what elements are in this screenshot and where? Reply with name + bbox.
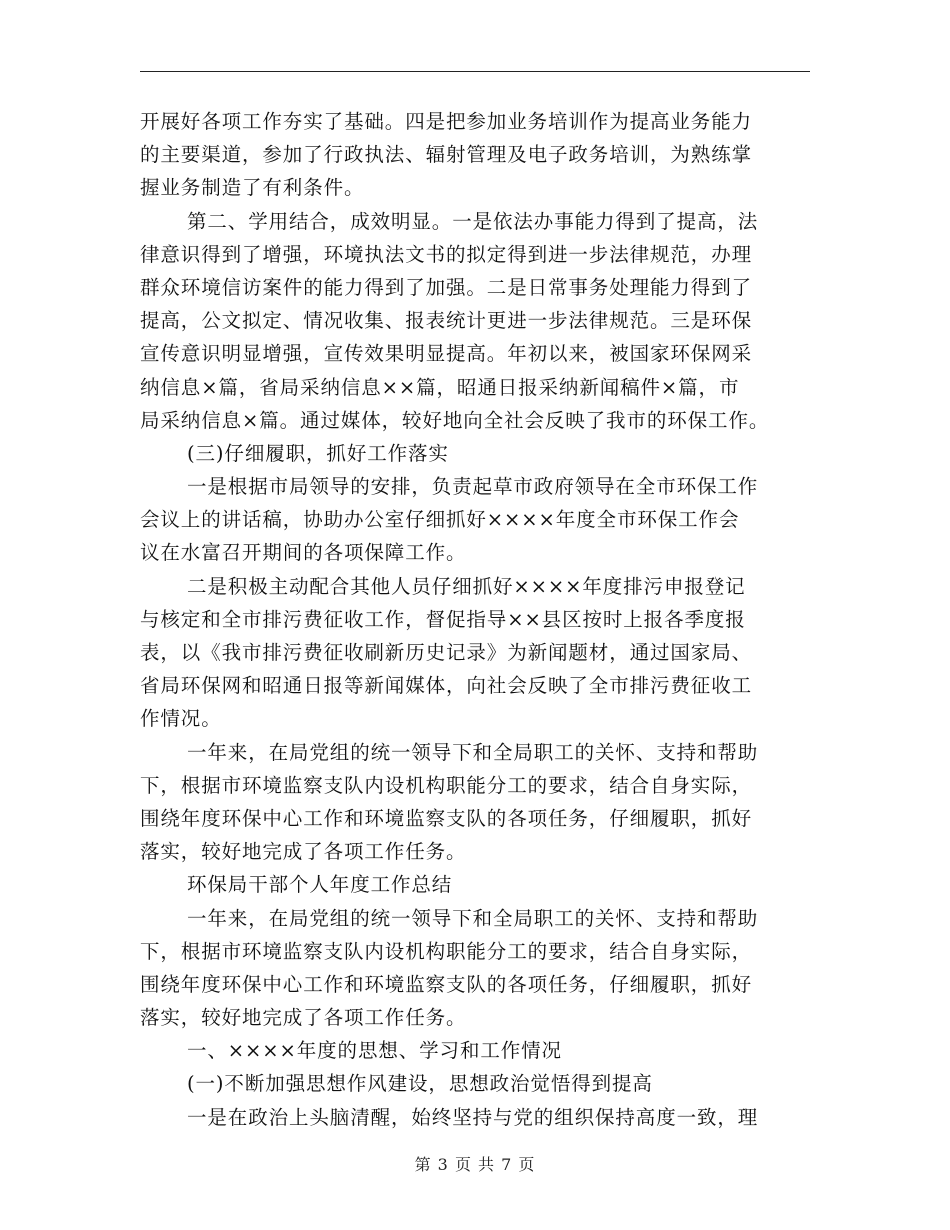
text-line: 环保局干部个人年度工作总结 (187, 873, 453, 897)
text-line: 表，以《我市排污费征收刷新历史记录》为新闻题材，通过国家局、 (140, 641, 753, 664)
text-line: 局采纳信息×篇。通过媒体，较好地向全社会反映了我市的环保工作。 (140, 408, 770, 432)
text-line: (一)不断加强思想作风建设，思想政治觉悟得到提高 (187, 1072, 653, 1096)
text-line: 一是根据市局领导的安排，负责起草市政府领导在全市环保工作 (187, 475, 759, 499)
text-line: 开展好各项工作夯实了基础。四是把参加业务培训作为提高业务能力 (140, 110, 753, 133)
page-footer: 第 3 页 共 7 页 (414, 1155, 536, 1174)
text-line: 纳信息×篇，省局采纳信息××篇，昭通日报采纳新闻稿件×篇，市 (140, 375, 740, 399)
text-line: 作情况。 (140, 707, 222, 731)
text-line: 提高，公文拟定、情况收集、报表统计更进一步法律规范。三是环保 (140, 309, 753, 333)
text-line: 握业务制造了有利条件。 (140, 176, 365, 200)
text-line: 围绕年度环保中心工作和环境监察支队的各项任务，仔细履职，抓好 (140, 806, 753, 830)
text-line: 律意识得到了增强，环境执法文书的拟定得到进一步法律规范，办理 (140, 242, 753, 266)
text-line: 的主要渠道，参加了行政执法、辐射管理及电子政务培训，为熟练掌 (140, 143, 753, 167)
text-line: 群众环境信访案件的能力得到了加强。二是日常事务处理能力得到了 (140, 275, 753, 299)
text-line: 省局环保网和昭通日报等新闻媒体，向社会反映了全市排污费征收工 (140, 674, 753, 698)
text-line: 第二、学用结合，成效明显。一是依法办事能力得到了提高，法 (187, 209, 759, 233)
text-line: 下，根据市环境监察支队内设机构职能分工的要求，结合自身实际， (140, 773, 753, 797)
document-body (140, 105, 815, 1134)
text-line: 一是在政治上头脑清醒，始终坚持与党的组织保持高度一致，理 (187, 1105, 759, 1129)
text-line: 二是积极主动配合其他人员仔细抓好××××年度排污申报登记 (187, 574, 746, 598)
text-line: 一年来，在局党组的统一领导下和全局职工的关怀、支持和帮助 (187, 906, 759, 930)
text-line: 一年来，在局党组的统一领导下和全局职工的关怀、支持和帮助 (187, 740, 759, 764)
header-rule (140, 71, 810, 72)
text-line: 围绕年度环保中心工作和环境监察支队的各项任务，仔细履职，抓好 (140, 972, 753, 996)
text-line: 会议上的讲话稿，协助办公室仔细抓好××××年度全市环保工作会 (140, 508, 740, 532)
text-line: (三)仔细履职，抓好工作落实 (187, 441, 449, 465)
text-line: 宣传意识明显增强，宣传效果明显提高。年初以来，被国家环保网采 (140, 342, 753, 366)
text-line: 一、××××年度的思想、学习和工作情况 (187, 1039, 562, 1063)
text-line: 落实，较好地完成了各项工作任务。 (140, 1006, 467, 1030)
text-line: 落实，较好地完成了各项工作任务。 (140, 840, 467, 864)
text-line: 议在水富召开期间的各项保障工作。 (140, 541, 467, 565)
text-line: 与核定和全市排污费征收工作，督促指导××县区按时上报各季度报 (140, 607, 746, 631)
text-line: 下，根据市环境监察支队内设机构职能分工的要求，结合自身实际， (140, 939, 753, 963)
